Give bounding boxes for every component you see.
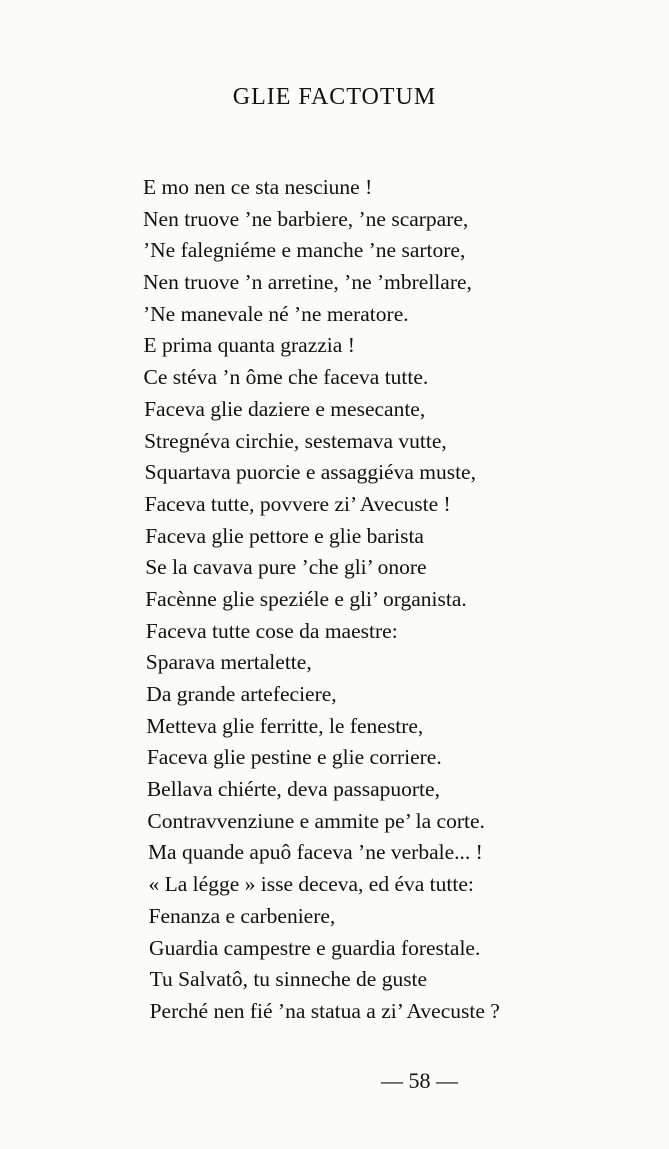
poem-line: ’Ne falegniéme e manche ’ne sartore,	[143, 238, 466, 263]
poem-line: Squartava puorcie e assaggiéva muste,	[144, 460, 476, 485]
poem-line: Contravvenziune e ammite pe’ la corte.	[147, 808, 485, 833]
poem-line: Sparava mertalette,	[145, 650, 312, 675]
poem-line: Guardia campestre e guardia forestale.	[149, 935, 481, 960]
poem-line: Faceva tutte cose da maestre:	[145, 618, 398, 643]
poem-line: Facènne glie speziéle e gli’ organista.	[145, 586, 467, 611]
poem-line: Perché nen fié ’na statua a zi’ Avecuste ?	[149, 998, 500, 1023]
poem-line: ’Ne manevale né ’ne meratore.	[143, 301, 409, 326]
poem-line: Nen truove ’ne barbiere, ’ne scarpare,	[143, 206, 469, 231]
poem-line: « La légge » isse deceva, ed éva tutte:	[148, 872, 474, 897]
poem-line: Faceva glie daziere e mesecante,	[144, 396, 426, 421]
poem-line: Ce stéva ’n ôme che faceva tutte.	[143, 365, 429, 390]
poem-line: E mo nen ce sta nesciune !	[143, 175, 373, 199]
poem-line: Faceva tutte, povvere zi’ Avecuste !	[144, 491, 451, 516]
poem-line: Metteva glie ferritte, le fenestre,	[146, 713, 424, 738]
poem-line: Bellava chiérte, deva passapuorte,	[146, 777, 440, 802]
poem-line: Nen truove ’n arretine, ’ne ’mbrellare,	[143, 270, 472, 295]
poem-line: Da grande artefeciere,	[146, 682, 337, 706]
poem-line: Faceva glie pestine e glie corriere.	[146, 745, 442, 770]
poem-line: Se la cavava pure ’che gli’ onore	[145, 555, 427, 580]
poem-line: E prima quanta grazzia !	[143, 333, 355, 358]
poem-line: Faceva glie pettore e glie barista	[145, 523, 424, 548]
poem-body	[143, 172, 633, 1028]
poem-line: Ma quande apuô faceva ’ne verbale... !	[147, 840, 483, 865]
poem-line: Stregnéva circhie, sestemava vutte,	[144, 428, 447, 453]
page-number: — 58 —	[381, 1068, 458, 1093]
poem-line: Fenanza e carbeniere,	[148, 903, 336, 928]
poem-line: Tu Salvatô, tu sinneche de guste	[149, 967, 428, 992]
poem-title: GLIE FACTOTUM	[232, 84, 437, 110]
